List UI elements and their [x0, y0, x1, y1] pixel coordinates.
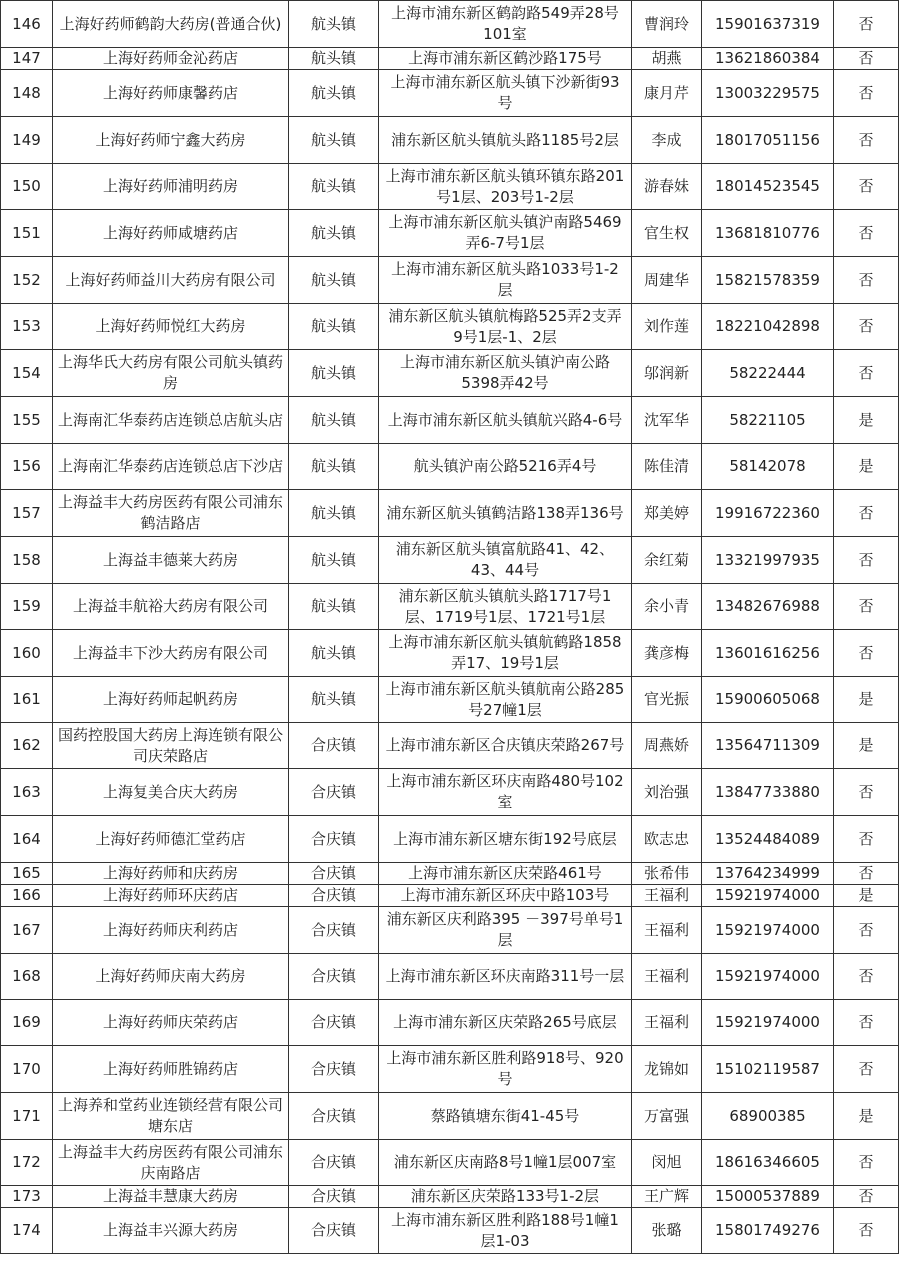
- address-cell: 浦东新区航头镇航头路1185号2层: [379, 117, 632, 164]
- table-row: [1, 164, 899, 210]
- address-cell: 浦东新区航头镇航头路1717号1层、1719号1层、1721号1层: [379, 584, 632, 630]
- phone-number-cell: 13847733880: [702, 769, 834, 816]
- flag-cell: 是: [834, 444, 899, 490]
- row-number-cell: 159: [1, 584, 53, 630]
- table-row: [1, 490, 899, 537]
- town-cell: 航头镇: [289, 210, 379, 257]
- flag-cell: 否: [834, 584, 899, 630]
- contact-person-cell: 刘作莲: [632, 304, 702, 350]
- phone-number-cell: 15921974000: [702, 954, 834, 1000]
- phone-number-cell: 58142078: [702, 444, 834, 490]
- phone-number-cell: 13621860384: [702, 48, 834, 70]
- table-row: [1, 885, 899, 907]
- row-number-cell: 157: [1, 490, 53, 537]
- pharmacy-name-cell: 上海益丰德莱大药房: [53, 537, 289, 584]
- town-cell: 合庆镇: [289, 769, 379, 816]
- town-cell: 航头镇: [289, 444, 379, 490]
- town-cell: 航头镇: [289, 304, 379, 350]
- contact-person-cell: 刘治强: [632, 769, 702, 816]
- contact-person-cell: 万富强: [632, 1093, 702, 1140]
- contact-person-cell: 周燕娇: [632, 723, 702, 769]
- table-row: [1, 537, 899, 584]
- town-cell: 合庆镇: [289, 907, 379, 954]
- address-cell: 上海市浦东新区航头镇环镇东路201号1层、203号1-2层: [379, 164, 632, 210]
- table-row: [1, 48, 899, 70]
- table-row: [1, 677, 899, 723]
- table-row: [1, 1000, 899, 1046]
- row-number-cell: 147: [1, 48, 53, 70]
- town-cell: 航头镇: [289, 1, 379, 48]
- phone-number-cell: 15801749276: [702, 1208, 834, 1254]
- row-number-cell: 154: [1, 350, 53, 397]
- phone-number-cell: 15921974000: [702, 885, 834, 907]
- flag-cell: 是: [834, 1093, 899, 1140]
- row-number-cell: 170: [1, 1046, 53, 1093]
- row-number-cell: 153: [1, 304, 53, 350]
- pharmacy-name-cell: 上海好药师德汇堂药店: [53, 816, 289, 863]
- table-row: [1, 1208, 899, 1254]
- pharmacy-name-cell: 上海好药师庆利药店: [53, 907, 289, 954]
- pharmacy-name-cell: 上海好药师环庆药店: [53, 885, 289, 907]
- phone-number-cell: 13764234999: [702, 863, 834, 885]
- contact-person-cell: 周建华: [632, 257, 702, 304]
- row-number-cell: 173: [1, 1186, 53, 1208]
- phone-number-cell: 15102119587: [702, 1046, 834, 1093]
- phone-number-cell: 15921974000: [702, 1000, 834, 1046]
- flag-cell: 是: [834, 677, 899, 723]
- pharmacy-name-cell: 上海益丰大药房医药有限公司浦东庆南路店: [53, 1140, 289, 1186]
- town-cell: 航头镇: [289, 584, 379, 630]
- flag-cell: 否: [834, 257, 899, 304]
- town-cell: 航头镇: [289, 257, 379, 304]
- table-row: [1, 444, 899, 490]
- town-cell: 合庆镇: [289, 1093, 379, 1140]
- row-number-cell: 151: [1, 210, 53, 257]
- address-cell: 浦东新区航头镇鹤洁路138弄136号: [379, 490, 632, 537]
- town-cell: 航头镇: [289, 350, 379, 397]
- flag-cell: 否: [834, 490, 899, 537]
- table-row: [1, 70, 899, 117]
- phone-number-cell: 15901637319: [702, 1, 834, 48]
- table-row: [1, 723, 899, 769]
- flag-cell: 否: [834, 1046, 899, 1093]
- pharmacy-name-cell: 上海南汇华泰药店连锁总店航头店: [53, 397, 289, 444]
- contact-person-cell: 欧志忠: [632, 816, 702, 863]
- row-number-cell: 166: [1, 885, 53, 907]
- town-cell: 合庆镇: [289, 1046, 379, 1093]
- row-number-cell: 160: [1, 630, 53, 677]
- town-cell: 航头镇: [289, 537, 379, 584]
- town-cell: 航头镇: [289, 48, 379, 70]
- address-cell: 浦东新区航头镇航梅路525弄2支弄9号1层-1、2层: [379, 304, 632, 350]
- row-number-cell: 148: [1, 70, 53, 117]
- flag-cell: 否: [834, 350, 899, 397]
- row-number-cell: 158: [1, 537, 53, 584]
- address-cell: 上海市浦东新区航头镇航南公路285号27幢1层: [379, 677, 632, 723]
- address-cell: 浦东新区航头镇富航路41、42、43、44号: [379, 537, 632, 584]
- flag-cell: 是: [834, 397, 899, 444]
- town-cell: 航头镇: [289, 70, 379, 117]
- contact-person-cell: 王广辉: [632, 1186, 702, 1208]
- table-row: [1, 769, 899, 816]
- row-number-cell: 156: [1, 444, 53, 490]
- pharmacy-name-cell: 上海好药师和庆药房: [53, 863, 289, 885]
- address-cell: 上海市浦东新区航头路1033号1-2层: [379, 257, 632, 304]
- flag-cell: 否: [834, 164, 899, 210]
- flag-cell: 否: [834, 304, 899, 350]
- contact-person-cell: 龚彦梅: [632, 630, 702, 677]
- address-cell: 上海市浦东新区环庆南路480号102室: [379, 769, 632, 816]
- contact-person-cell: 张希伟: [632, 863, 702, 885]
- pharmacy-name-cell: 上海好药师咸塘药店: [53, 210, 289, 257]
- town-cell: 合庆镇: [289, 1208, 379, 1254]
- flag-cell: 否: [834, 907, 899, 954]
- phone-number-cell: 13482676988: [702, 584, 834, 630]
- table-row: [1, 816, 899, 863]
- address-cell: 上海市浦东新区胜利路918号、920号: [379, 1046, 632, 1093]
- pharmacy-name-cell: 上海益丰大药房医药有限公司浦东鹤洁路店: [53, 490, 289, 537]
- row-number-cell: 171: [1, 1093, 53, 1140]
- row-number-cell: 163: [1, 769, 53, 816]
- town-cell: 合庆镇: [289, 1186, 379, 1208]
- contact-person-cell: 王福利: [632, 1000, 702, 1046]
- table-row: [1, 630, 899, 677]
- flag-cell: 是: [834, 723, 899, 769]
- row-number-cell: 152: [1, 257, 53, 304]
- phone-number-cell: 18616346605: [702, 1140, 834, 1186]
- row-number-cell: 161: [1, 677, 53, 723]
- contact-person-cell: 龙锦如: [632, 1046, 702, 1093]
- table-row: [1, 257, 899, 304]
- pharmacy-name-cell: 上海好药师悦红大药房: [53, 304, 289, 350]
- pharmacy-name-cell: 上海好药师浦明药房: [53, 164, 289, 210]
- row-number-cell: 168: [1, 954, 53, 1000]
- table-row: [1, 1046, 899, 1093]
- row-number-cell: 164: [1, 816, 53, 863]
- address-cell: 上海市浦东新区环庆中路103号: [379, 885, 632, 907]
- contact-person-cell: 郑美婷: [632, 490, 702, 537]
- pharmacy-name-cell: 上海南汇华泰药店连锁总店下沙店: [53, 444, 289, 490]
- flag-cell: 否: [834, 863, 899, 885]
- phone-number-cell: 58222444: [702, 350, 834, 397]
- contact-person-cell: 李成: [632, 117, 702, 164]
- flag-cell: 否: [834, 1186, 899, 1208]
- address-cell: 上海市浦东新区合庆镇庆荣路267号: [379, 723, 632, 769]
- row-number-cell: 172: [1, 1140, 53, 1186]
- pharmacy-name-cell: 上海好药师庆南大药房: [53, 954, 289, 1000]
- pharmacy-name-cell: 上海好药师起帆药房: [53, 677, 289, 723]
- pharmacy-name-cell: 上海好药师胜锦药店: [53, 1046, 289, 1093]
- table-row: [1, 584, 899, 630]
- table-row: [1, 210, 899, 257]
- row-number-cell: 149: [1, 117, 53, 164]
- contact-person-cell: 沈军华: [632, 397, 702, 444]
- phone-number-cell: 15000537889: [702, 1186, 834, 1208]
- pharmacy-name-cell: 国药控股国大药房上海连锁有限公司庆荣路店: [53, 723, 289, 769]
- address-cell: 上海市浦东新区庆荣路461号: [379, 863, 632, 885]
- address-cell: 航头镇沪南公路5216弄4号: [379, 444, 632, 490]
- table-row: [1, 117, 899, 164]
- phone-number-cell: 68900385: [702, 1093, 834, 1140]
- flag-cell: 否: [834, 769, 899, 816]
- address-cell: 上海市浦东新区航头镇沪南公路5398弄42号: [379, 350, 632, 397]
- town-cell: 航头镇: [289, 117, 379, 164]
- pharmacy-name-cell: 上海益丰兴源大药房: [53, 1208, 289, 1254]
- contact-person-cell: 陈佳清: [632, 444, 702, 490]
- town-cell: 合庆镇: [289, 885, 379, 907]
- pharmacy-name-cell: 上海好药师庆荣药店: [53, 1000, 289, 1046]
- phone-number-cell: 19916722360: [702, 490, 834, 537]
- table-row: [1, 304, 899, 350]
- phone-number-cell: 13601616256: [702, 630, 834, 677]
- address-cell: 上海市浦东新区航头镇航鹤路1858弄17、19号1层: [379, 630, 632, 677]
- pharmacy-name-cell: 上海复美合庆大药房: [53, 769, 289, 816]
- contact-person-cell: 胡燕: [632, 48, 702, 70]
- contact-person-cell: 张璐: [632, 1208, 702, 1254]
- town-cell: 合庆镇: [289, 863, 379, 885]
- row-number-cell: 167: [1, 907, 53, 954]
- pharmacy-name-cell: 上海好药师金沁药店: [53, 48, 289, 70]
- town-cell: 合庆镇: [289, 1000, 379, 1046]
- contact-person-cell: 余小青: [632, 584, 702, 630]
- phone-number-cell: 13003229575: [702, 70, 834, 117]
- phone-number-cell: 15821578359: [702, 257, 834, 304]
- contact-person-cell: 王福利: [632, 954, 702, 1000]
- flag-cell: 是: [834, 885, 899, 907]
- address-cell: 浦东新区庆南路8号1幢1层007室: [379, 1140, 632, 1186]
- phone-number-cell: 13564711309: [702, 723, 834, 769]
- table-row: [1, 863, 899, 885]
- pharmacy-name-cell: 上海养和堂药业连锁经营有限公司塘东店: [53, 1093, 289, 1140]
- town-cell: 航头镇: [289, 164, 379, 210]
- pharmacy-name-cell: 上海好药师宁鑫大药房: [53, 117, 289, 164]
- contact-person-cell: 康月芹: [632, 70, 702, 117]
- contact-person-cell: 官生权: [632, 210, 702, 257]
- town-cell: 航头镇: [289, 397, 379, 444]
- contact-person-cell: 余红菊: [632, 537, 702, 584]
- town-cell: 合庆镇: [289, 816, 379, 863]
- flag-cell: 否: [834, 48, 899, 70]
- flag-cell: 否: [834, 1140, 899, 1186]
- town-cell: 合庆镇: [289, 1140, 379, 1186]
- contact-person-cell: 闵旭: [632, 1140, 702, 1186]
- row-number-cell: 146: [1, 1, 53, 48]
- contact-person-cell: 游春妹: [632, 164, 702, 210]
- address-cell: 上海市浦东新区鹤沙路175号: [379, 48, 632, 70]
- pharmacy-name-cell: 上海好药师鹤韵大药房(普通合伙): [53, 1, 289, 48]
- town-cell: 航头镇: [289, 677, 379, 723]
- address-cell: 浦东新区庆荣路133号1-2层: [379, 1186, 632, 1208]
- pharmacy-name-cell: 上海益丰航裕大药房有限公司: [53, 584, 289, 630]
- row-number-cell: 162: [1, 723, 53, 769]
- address-cell: 上海市浦东新区塘东街192号底层: [379, 816, 632, 863]
- phone-number-cell: 18017051156: [702, 117, 834, 164]
- flag-cell: 否: [834, 70, 899, 117]
- flag-cell: 否: [834, 1000, 899, 1046]
- address-cell: 蔡路镇塘东街41-45号: [379, 1093, 632, 1140]
- phone-number-cell: 58221105: [702, 397, 834, 444]
- address-cell: 上海市浦东新区胜利路188号1幢1层1-03: [379, 1208, 632, 1254]
- phone-number-cell: 18221042898: [702, 304, 834, 350]
- contact-person-cell: 王福利: [632, 885, 702, 907]
- town-cell: 合庆镇: [289, 954, 379, 1000]
- phone-number-cell: 15900605068: [702, 677, 834, 723]
- address-cell: 上海市浦东新区航头镇航兴路4-6号: [379, 397, 632, 444]
- table-row: [1, 954, 899, 1000]
- row-number-cell: 150: [1, 164, 53, 210]
- address-cell: 上海市浦东新区航头镇沪南路5469弄6-7号1层: [379, 210, 632, 257]
- pharmacy-name-cell: 上海好药师康馨药店: [53, 70, 289, 117]
- flag-cell: 否: [834, 117, 899, 164]
- flag-cell: 否: [834, 210, 899, 257]
- pharmacy-name-cell: 上海好药师益川大药房有限公司: [53, 257, 289, 304]
- address-cell: 上海市浦东新区庆荣路265号底层: [379, 1000, 632, 1046]
- phone-number-cell: 13321997935: [702, 537, 834, 584]
- contact-person-cell: 王福利: [632, 907, 702, 954]
- row-number-cell: 165: [1, 863, 53, 885]
- phone-number-cell: 18014523545: [702, 164, 834, 210]
- flag-cell: 否: [834, 537, 899, 584]
- phone-number-cell: 15921974000: [702, 907, 834, 954]
- flag-cell: 否: [834, 954, 899, 1000]
- town-cell: 航头镇: [289, 490, 379, 537]
- flag-cell: 否: [834, 1, 899, 48]
- contact-person-cell: 官光振: [632, 677, 702, 723]
- row-number-cell: 155: [1, 397, 53, 444]
- row-number-cell: 174: [1, 1208, 53, 1254]
- table-row: [1, 1140, 899, 1186]
- table-row: [1, 1, 899, 48]
- town-cell: 合庆镇: [289, 723, 379, 769]
- address-cell: 上海市浦东新区环庆南路311号一层: [379, 954, 632, 1000]
- phone-number-cell: 13681810776: [702, 210, 834, 257]
- contact-person-cell: 邬润新: [632, 350, 702, 397]
- pharmacy-name-cell: 上海益丰下沙大药房有限公司: [53, 630, 289, 677]
- table-row: [1, 1093, 899, 1140]
- row-number-cell: 169: [1, 1000, 53, 1046]
- table-row: [1, 397, 899, 444]
- town-cell: 航头镇: [289, 630, 379, 677]
- address-cell: 上海市浦东新区航头镇下沙新街93号: [379, 70, 632, 117]
- pharmacy-name-cell: 上海益丰慧康大药房: [53, 1186, 289, 1208]
- address-cell: 上海市浦东新区鹤韵路549弄28号101室: [379, 1, 632, 48]
- contact-person-cell: 曹润玲: [632, 1, 702, 48]
- flag-cell: 否: [834, 1208, 899, 1254]
- table-row: [1, 1186, 899, 1208]
- address-cell: 浦东新区庆利路395 －397号单号1层: [379, 907, 632, 954]
- table-row: [1, 907, 899, 954]
- pharmacy-name-cell: 上海华氏大药房有限公司航头镇药房: [53, 350, 289, 397]
- phone-number-cell: 13524484089: [702, 816, 834, 863]
- flag-cell: 否: [834, 630, 899, 677]
- table-row: [1, 350, 899, 397]
- flag-cell: 否: [834, 816, 899, 863]
